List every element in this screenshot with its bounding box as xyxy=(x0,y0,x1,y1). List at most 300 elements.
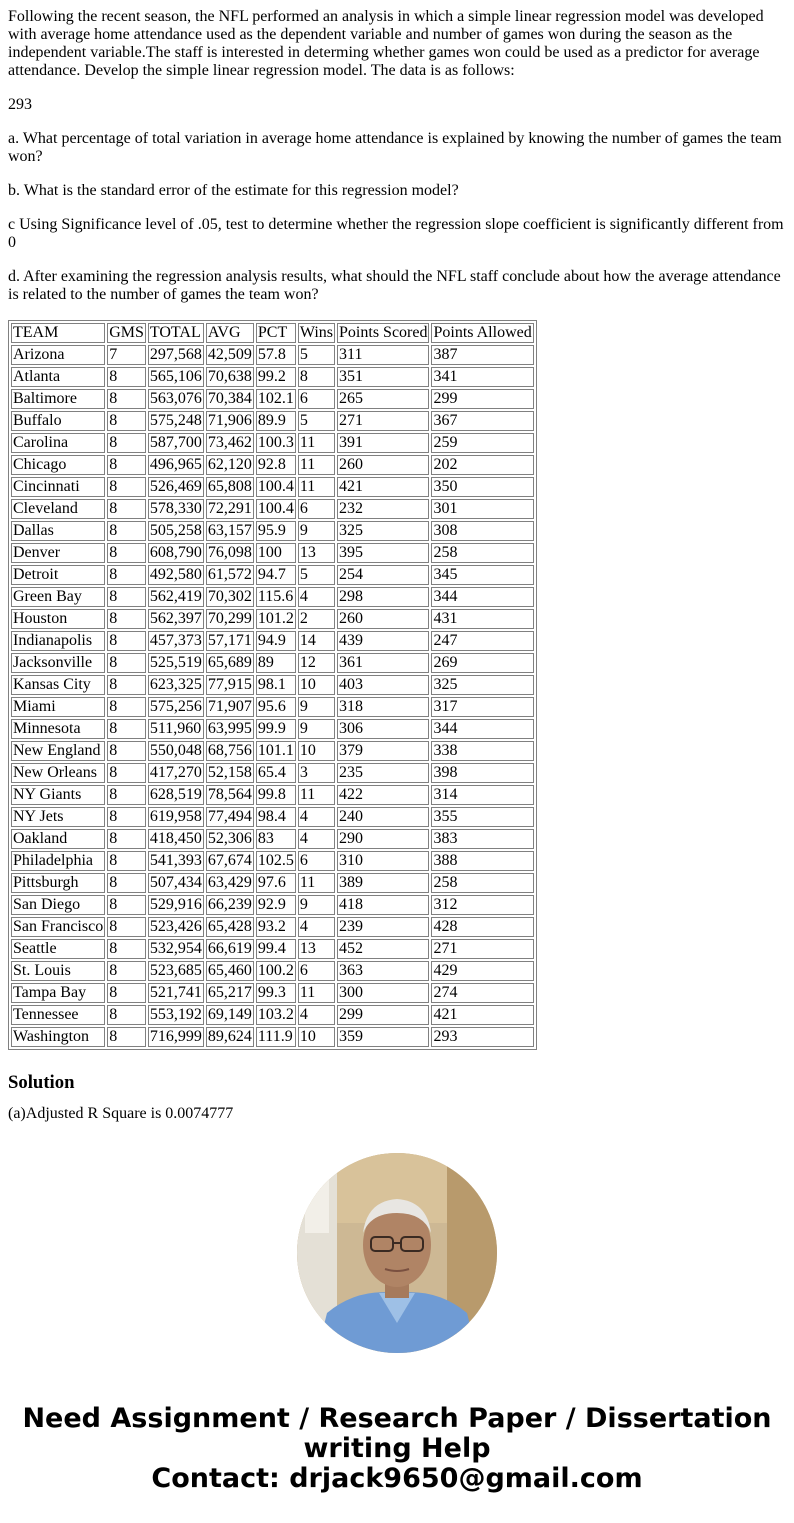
table-cell: 239 xyxy=(337,917,429,937)
table-cell: 8 xyxy=(107,587,146,607)
table-cell: 11 xyxy=(298,433,335,453)
question-part-c: c Using Significance level of .05, test to determine whether the regression slope coefficient is significantly different from 0 xyxy=(8,216,784,251)
table-cell: 4 xyxy=(298,917,335,937)
table-cell: 317 xyxy=(431,697,533,717)
table-cell: 259 xyxy=(431,433,533,453)
table-cell: 63,429 xyxy=(207,874,252,891)
table-cell: 8 xyxy=(107,961,146,981)
table-row xyxy=(11,697,534,717)
table-cell: 338 xyxy=(431,741,533,761)
table-cell: 8 xyxy=(107,521,146,541)
table-cell: 99.2 xyxy=(256,367,296,387)
table-cell: 98.4 xyxy=(256,807,296,827)
table-cell: 73,462 xyxy=(207,434,252,451)
question-part-b: b. What is the standard error of the estimate for this regression model? xyxy=(8,182,459,199)
table-cell: 541,393 xyxy=(149,852,202,869)
table-cell: 325 xyxy=(337,521,429,541)
table-row xyxy=(11,543,534,563)
table-cell: 505,258 xyxy=(149,522,202,539)
table-cell: 575,248 xyxy=(149,412,202,429)
table-row xyxy=(11,1005,534,1025)
table-cell: 13 xyxy=(298,543,335,563)
table-cell: Washington xyxy=(11,1027,105,1047)
table-cell: 308 xyxy=(431,521,533,541)
table-cell: Kansas City xyxy=(11,675,105,695)
table-cell: 89 xyxy=(256,653,296,673)
table-cell: 235 xyxy=(337,763,429,783)
table-cell: 298 xyxy=(337,587,429,607)
banner-line-1: Need Assignment / Research Paper / Dissertation xyxy=(22,1403,772,1434)
table-cell: 5 xyxy=(298,565,335,585)
table-cell: 452 xyxy=(337,939,429,959)
table-cell: 71,907 xyxy=(207,698,252,715)
table-row xyxy=(11,807,534,827)
table-cell: 496,965 xyxy=(149,456,202,473)
table-cell: 553,192 xyxy=(149,1006,202,1023)
table-cell: 11 xyxy=(298,477,335,497)
table-cell: 94.7 xyxy=(256,565,296,585)
table-cell: 421 xyxy=(337,477,429,497)
table-cell: 383 xyxy=(431,829,533,849)
column-header: Points Scored xyxy=(339,324,428,341)
table-cell: 11 xyxy=(298,785,335,805)
table-row xyxy=(11,675,534,695)
table-cell: 344 xyxy=(431,587,533,607)
table-cell: 99.8 xyxy=(256,785,296,805)
table-cell: 422 xyxy=(337,785,429,805)
table-row xyxy=(11,851,534,871)
table-row xyxy=(11,939,534,959)
table-cell: 8 xyxy=(107,763,146,783)
table-cell: 101.2 xyxy=(257,610,294,627)
question-number: 293 xyxy=(8,96,32,113)
table-cell: 562,397 xyxy=(149,610,202,627)
table-cell: Carolina xyxy=(11,433,105,453)
table-cell: 240 xyxy=(337,807,429,827)
table-cell: 367 xyxy=(431,411,533,431)
table-cell: 89.9 xyxy=(256,411,296,431)
table-cell: 103.2 xyxy=(257,1006,294,1023)
table-cell: 65,217 xyxy=(207,984,252,1001)
table-cell: 318 xyxy=(337,697,429,717)
table-cell: 8 xyxy=(107,653,146,673)
table-cell: 391 xyxy=(337,433,429,453)
table-cell: 8 xyxy=(298,367,335,387)
question-part-a: a. What percentage of total variation in average home attendance is explained by knowing the number of games the team won? xyxy=(8,130,782,165)
table-cell: St. Louis xyxy=(11,961,105,981)
table-cell: 77,494 xyxy=(207,808,252,825)
table-cell: 421 xyxy=(431,1005,533,1025)
table-cell: 9 xyxy=(298,521,335,541)
table-row xyxy=(11,829,534,849)
table-cell: 379 xyxy=(337,741,429,761)
table-cell: Arizona xyxy=(11,345,105,365)
table-cell: 439 xyxy=(337,631,429,651)
table-cell: 565,106 xyxy=(149,368,202,385)
table-cell: 271 xyxy=(431,939,533,959)
table-cell: 100.4 xyxy=(257,500,294,517)
table-cell: 72,291 xyxy=(207,500,252,517)
solution-answer-a xyxy=(8,1105,408,1122)
table-cell: 300 xyxy=(337,983,429,1003)
table-cell: Detroit xyxy=(11,565,105,585)
table-cell: 57.8 xyxy=(256,345,296,365)
table-cell: 92.8 xyxy=(256,455,296,475)
table-cell: 8 xyxy=(107,609,146,629)
table-cell: 523,426 xyxy=(149,918,202,935)
table-row xyxy=(11,1027,534,1047)
table-cell: San Francisco xyxy=(13,918,104,935)
table-cell: 12 xyxy=(298,653,335,673)
table-cell: 93.2 xyxy=(256,917,296,937)
table-cell: 417,270 xyxy=(149,764,202,781)
table-row xyxy=(11,411,534,431)
table-cell: 70,299 xyxy=(207,610,252,627)
table-cell: 418,450 xyxy=(149,830,202,847)
table-cell: 9 xyxy=(298,719,335,739)
table-cell: 95.6 xyxy=(256,697,296,717)
author-avatar xyxy=(297,1153,497,1353)
table-cell: 71,906 xyxy=(207,412,252,429)
table-cell: 70,302 xyxy=(207,588,252,605)
table-cell: 14 xyxy=(298,631,335,651)
table-cell: 66,619 xyxy=(207,940,252,957)
table-cell: 4 xyxy=(298,829,335,849)
table-header-row xyxy=(11,323,534,343)
table-cell: 532,954 xyxy=(149,940,202,957)
table-cell: 258 xyxy=(431,543,533,563)
table-cell: 269 xyxy=(431,653,533,673)
table-cell: NY Jets xyxy=(11,807,105,827)
table-cell: 13 xyxy=(298,939,335,959)
table-cell: 11 xyxy=(298,873,335,893)
table-cell: 8 xyxy=(107,543,146,563)
table-cell: 6 xyxy=(298,851,335,871)
table-cell: Seattle xyxy=(11,939,105,959)
table-cell: 65,689 xyxy=(207,654,252,671)
table-cell: 8 xyxy=(107,917,146,937)
table-cell: 254 xyxy=(337,565,429,585)
table-cell: 63,157 xyxy=(207,522,252,539)
table-cell: 325 xyxy=(431,675,533,695)
column-header: Wins xyxy=(299,324,334,341)
table-cell: 355 xyxy=(431,807,533,827)
table-cell: 95.9 xyxy=(256,521,296,541)
table-cell: 492,580 xyxy=(149,566,202,583)
table-cell: 100.3 xyxy=(257,434,294,451)
table-row xyxy=(11,895,534,915)
table-cell: 65,428 xyxy=(207,918,252,935)
table-cell: 101.1 xyxy=(257,742,294,759)
table-cell: Minnesota xyxy=(11,719,105,739)
table-row xyxy=(11,433,534,453)
table-cell: 387 xyxy=(431,345,533,365)
table-cell: 76,098 xyxy=(207,544,252,561)
table-row xyxy=(11,477,534,497)
table-row xyxy=(11,719,534,739)
table-cell: 52,306 xyxy=(207,830,252,847)
table-row xyxy=(11,587,534,607)
table-cell: 311 xyxy=(337,345,429,365)
table-cell: Tampa Bay xyxy=(11,983,105,1003)
table-cell: 202 xyxy=(431,455,533,475)
table-cell: Miami xyxy=(11,697,105,717)
table-cell: 260 xyxy=(337,455,429,475)
table-cell: New Orleans xyxy=(11,763,105,783)
table-row xyxy=(11,499,534,519)
table-cell: 403 xyxy=(337,675,429,695)
question-part-d: d. After examining the regression analysis results, what should the NFL staff conclude about how the average attendance is related to the number of games the team won? xyxy=(8,268,781,303)
table-cell: 70,638 xyxy=(207,368,252,385)
table-cell: 359 xyxy=(337,1027,429,1047)
table-cell: 511,960 xyxy=(148,719,204,739)
table-cell: 716,999 xyxy=(149,1028,202,1045)
table-cell: 306 xyxy=(337,719,429,739)
column-header: TOTAL xyxy=(148,323,204,343)
column-header: PCT xyxy=(256,323,296,343)
table-cell: 271 xyxy=(337,411,429,431)
table-cell: 3 xyxy=(298,763,335,783)
table-cell: 78,564 xyxy=(207,786,252,803)
table-cell: 6 xyxy=(298,389,335,409)
table-row xyxy=(11,873,534,893)
table-cell: 10 xyxy=(298,741,335,761)
table-row xyxy=(11,741,534,761)
table-cell: 57,171 xyxy=(207,632,252,649)
table-cell: 2 xyxy=(298,609,335,629)
table-cell: 83 xyxy=(256,829,296,849)
table-cell: 102.1 xyxy=(257,390,294,407)
table-cell: 608,790 xyxy=(149,544,202,561)
table-cell: 10 xyxy=(298,675,335,695)
nfl-data-table xyxy=(8,320,537,1050)
table-cell: 575,256 xyxy=(149,698,202,715)
table-cell: 457,373 xyxy=(149,632,202,649)
table-cell: 63,995 xyxy=(207,720,252,737)
table-cell: 526,469 xyxy=(149,478,202,495)
table-cell: 97.6 xyxy=(256,873,296,893)
table-cell: 65.4 xyxy=(256,763,296,783)
table-cell: 525,519 xyxy=(149,654,202,671)
table-cell: Dallas xyxy=(11,521,105,541)
table-cell: 232 xyxy=(337,499,429,519)
table-cell: 619,958 xyxy=(149,808,202,825)
table-cell: Green Bay xyxy=(11,587,105,607)
table-row xyxy=(11,983,534,1003)
table-cell: 8 xyxy=(107,389,146,409)
column-header: TEAM xyxy=(11,323,105,343)
table-cell: 344 xyxy=(431,719,533,739)
table-cell: 8 xyxy=(107,455,146,475)
table-row xyxy=(11,455,534,475)
table-cell: New England xyxy=(11,741,105,761)
table-cell: 258 xyxy=(431,873,533,893)
column-header: GMS xyxy=(109,324,144,341)
table-row xyxy=(11,763,534,783)
table-cell: 8 xyxy=(107,983,146,1003)
table-cell: 99.3 xyxy=(256,983,296,1003)
table-row xyxy=(11,653,534,673)
table-cell: 70,384 xyxy=(207,390,252,407)
table-cell: 260 xyxy=(337,609,429,629)
table-cell: Houston xyxy=(11,609,105,629)
table-cell: 550,048 xyxy=(149,742,202,759)
table-cell: 312 xyxy=(431,895,533,915)
table-cell: 8 xyxy=(107,895,146,915)
table-cell: 293 xyxy=(431,1027,533,1047)
table-row xyxy=(11,609,534,629)
table-cell: 274 xyxy=(431,983,533,1003)
table-cell: 8 xyxy=(107,807,146,827)
table-cell: 98.1 xyxy=(256,675,296,695)
table-cell: 62,120 xyxy=(207,456,252,473)
table-cell: Chicago xyxy=(11,455,105,475)
table-cell: Denver xyxy=(11,543,105,563)
table-cell: 4 xyxy=(298,587,335,607)
table-cell: 4 xyxy=(298,1005,335,1025)
table-cell: Atlanta xyxy=(11,367,105,387)
table-cell: 66,239 xyxy=(207,896,252,913)
table-cell: 8 xyxy=(107,675,146,695)
table-cell: 8 xyxy=(107,719,146,739)
table-cell: 297,568 xyxy=(149,346,202,363)
table-row xyxy=(11,345,534,365)
table-cell: 350 xyxy=(431,477,533,497)
table-cell: 52,158 xyxy=(207,764,252,781)
table-cell: 398 xyxy=(431,763,533,783)
table-cell: 507,434 xyxy=(149,874,202,891)
table-cell: 65,808 xyxy=(207,478,252,495)
column-header: AVG xyxy=(206,323,254,343)
table-cell: 100.4 xyxy=(257,478,294,495)
table-cell: 7 xyxy=(107,345,146,365)
table-cell: 68,756 xyxy=(207,742,252,759)
table-row xyxy=(11,917,534,937)
table-row xyxy=(11,367,534,387)
table-cell: Jacksonville xyxy=(11,653,105,673)
table-cell: 99.9 xyxy=(256,719,296,739)
table-cell: 299 xyxy=(337,1005,429,1025)
table-cell: 563,076 xyxy=(149,390,202,407)
table-cell: 4 xyxy=(298,807,335,827)
table-cell: 8 xyxy=(107,829,146,849)
table-cell: 94.9 xyxy=(256,631,296,651)
author-photo xyxy=(297,1153,497,1353)
table-cell: 8 xyxy=(107,1005,146,1025)
table-cell: 8 xyxy=(107,565,146,585)
table-cell: Philadelphia xyxy=(11,851,105,871)
table-cell: 395 xyxy=(337,543,429,563)
table-cell: 310 xyxy=(337,851,429,871)
table-cell: 351 xyxy=(337,367,429,387)
table-cell: 9 xyxy=(298,697,335,717)
table-cell: 529,916 xyxy=(149,896,202,913)
banner-line-2: writing Help xyxy=(303,1433,491,1464)
banner-contact: Contact: drjack9650@gmail.com xyxy=(151,1463,643,1494)
table-cell: 11 xyxy=(298,455,335,475)
table-cell: 521,741 xyxy=(149,984,202,1001)
table-cell: Buffalo xyxy=(11,411,105,431)
table-cell: 361 xyxy=(337,653,429,673)
table-cell: 418 xyxy=(337,895,429,915)
table-cell: 8 xyxy=(107,433,146,453)
table-cell: 290 xyxy=(337,829,429,849)
help-banner xyxy=(0,1404,794,1494)
table-cell: 111.9 xyxy=(256,1027,296,1047)
table-cell: 9 xyxy=(298,895,335,915)
table-cell: NY Giants xyxy=(11,785,105,805)
table-cell: 5 xyxy=(298,345,335,365)
table-cell: 628,519 xyxy=(149,786,202,803)
table-cell: 562,419 xyxy=(149,588,202,605)
table-cell: 363 xyxy=(337,961,429,981)
table-cell: 247 xyxy=(431,631,533,651)
table-cell: 314 xyxy=(431,785,533,805)
table-cell: 299 xyxy=(431,389,533,409)
solution-heading: Solution xyxy=(8,1072,75,1093)
table-cell: 301 xyxy=(431,499,533,519)
table-cell: 10 xyxy=(298,1027,335,1047)
table-cell: Pittsburgh xyxy=(11,873,105,893)
question-content xyxy=(8,8,786,1110)
table-cell: 89,624 xyxy=(207,1028,252,1045)
table-cell: 8 xyxy=(107,785,146,805)
table-row xyxy=(11,521,534,541)
table-cell: 578,330 xyxy=(149,500,202,517)
table-cell: 115.6 xyxy=(256,587,296,607)
table-cell: 8 xyxy=(107,631,146,651)
table-cell: 345 xyxy=(431,565,533,585)
table-cell: Cincinnati xyxy=(11,477,105,497)
table-cell: 8 xyxy=(107,939,146,959)
table-cell: 77,915 xyxy=(207,676,252,693)
table-cell: Tennessee xyxy=(11,1005,105,1025)
table-cell: 8 xyxy=(107,851,146,871)
table-cell: 67,674 xyxy=(207,852,252,869)
answer-a-text: (a)Adjusted R Square is 0.0074777 xyxy=(8,1105,234,1122)
table-cell: 428 xyxy=(431,917,533,937)
table-cell: Indianapolis xyxy=(11,631,105,651)
table-cell: 623,325 xyxy=(149,676,202,693)
table-cell: 65,460 xyxy=(207,962,252,979)
table-cell: 8 xyxy=(107,411,146,431)
table-cell: 6 xyxy=(298,499,335,519)
question-intro: Following the recent season, the NFL performed an analysis in which a simple linear regression model was developed with average home attendance used as the dependent variable and number of games won during the season as the independent variable.The staff is interested in determing whether games won could be used as a predictor for average attendance. Develop the simple linear regression model. The data is as follows: xyxy=(8,8,764,79)
table-cell: 102.5 xyxy=(257,852,294,869)
table-cell: 8 xyxy=(107,477,146,497)
table-cell: 389 xyxy=(337,873,429,893)
table-cell: 429 xyxy=(431,961,533,981)
column-header: Points Allowed xyxy=(433,324,532,341)
table-cell: 42,509 xyxy=(207,346,252,363)
table-cell: 265 xyxy=(337,389,429,409)
table-cell: 8 xyxy=(107,697,146,717)
table-cell: 341 xyxy=(431,367,533,387)
table-row xyxy=(11,565,534,585)
table-cell: 69,149 xyxy=(207,1006,252,1023)
table-cell: 6 xyxy=(298,961,335,981)
table-cell: 8 xyxy=(107,873,146,893)
table-cell: Baltimore xyxy=(11,389,105,409)
table-row xyxy=(11,961,534,981)
table-cell: 92.9 xyxy=(256,895,296,915)
table-cell: 5 xyxy=(298,411,335,431)
table-cell: 8 xyxy=(107,499,146,519)
table-cell: 8 xyxy=(107,741,146,761)
table-cell: 8 xyxy=(107,367,146,387)
table-cell: 61,572 xyxy=(207,566,252,583)
table-cell: 11 xyxy=(298,983,335,1003)
